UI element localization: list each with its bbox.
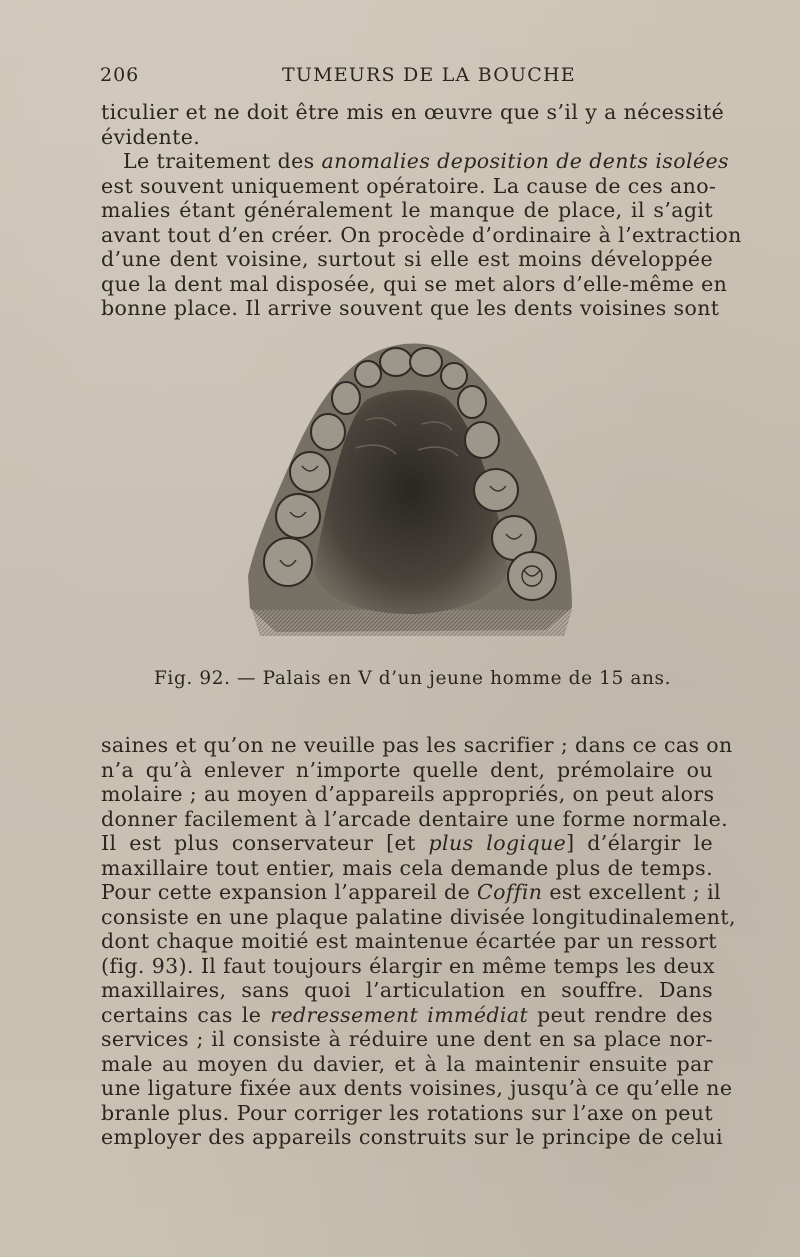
text-line: d’une dent voisine, surtout si elle est moins développée [101, 247, 713, 271]
text-line: molaire ; au moyen d’appareils appropriés, on peut alors [101, 782, 715, 806]
text-span: est excellent ; il [542, 880, 721, 904]
page-number: 206 [100, 64, 140, 86]
text-line: est souvent uniquement opératoire. La cause de ces ano- [101, 173, 717, 198]
text-span: Il est plus conservateur [et [101, 831, 429, 855]
running-head [100, 64, 712, 92]
text-line: une ligature fixée aux dents voisines, jusqu’à ce qu’elle ne [101, 1076, 733, 1100]
text-span: certains cas le [101, 1002, 271, 1027]
text-line: dont chaque moitié est maintenue écartée par un ressort [101, 929, 717, 953]
italic-term: redressement immédiat [270, 1002, 529, 1027]
running-title: TUMEURS DE LA BOUCHE [282, 64, 576, 86]
text-line: saines et qu’on ne veuille pas les sacrifier ; dans ce cas on [101, 733, 733, 757]
text-line: branle plus. Pour corriger les rotations sur l’axe on peut [101, 1100, 713, 1125]
figure-caption: Fig. 92. — Palais en V d’un jeune homme de 15 ans. [154, 668, 672, 689]
bottom-paragraph [101, 733, 736, 1150]
text-span: peut rendre des [528, 1002, 713, 1027]
text-line: n’a qu’à enlever n’importe quelle dent, prémolaire ou [101, 757, 713, 782]
text-line: avant tout d’en créer. On procède d’ordinaire à l’extraction [101, 222, 742, 247]
text-line: malies étant généralement le manque de place, il s’agit [101, 198, 713, 222]
italic-term: anomalies deposition de dents isolées [321, 149, 729, 173]
text-line: consiste en une plaque palatine divisée longitudinalement, [101, 904, 736, 929]
text-line: que la dent mal disposée, qui se met alors d’elle-même en [101, 271, 728, 296]
text-line: services ; il consiste à réduire une dent en sa place nor- [101, 1027, 713, 1051]
text-span: ] d’élargir le [566, 831, 713, 855]
text-line [101, 831, 713, 856]
text-span: Pour cette expansion l’appareil de [101, 880, 478, 904]
top-paragraph [101, 100, 742, 321]
text-line: employer des appareils construits sur le principe de celui [101, 1125, 723, 1149]
palate-illustration [246, 340, 576, 640]
text-line: évidente. [101, 124, 201, 149]
text-line: donner facilement à l’arcade dentaire une forme normale. [101, 806, 729, 831]
italic-term: plus logique [428, 831, 567, 855]
text-line: male au moyen du davier, et à la maintenir ensuite par [101, 1051, 713, 1076]
italic-term: Coffin [477, 880, 543, 904]
text-line: (fig. 93). Il faut toujours élargir en même temps les deux [101, 953, 715, 978]
text-line: maxillaire tout entier, mais cela demande plus de temps. [101, 855, 713, 880]
text-line [101, 880, 721, 905]
text-line: bonne place. Il arrive souvent que les dents voisines sont [101, 296, 720, 320]
text-line: maxillaires, sans quoi l’articulation en souffre. Dans [101, 978, 713, 1002]
text-line [101, 1003, 713, 1028]
text-line: ticulier et ne doit être mis en œuvre que s’il y a nécessité [101, 100, 725, 124]
text-line [101, 149, 729, 174]
text-span: Le traitement des [123, 149, 322, 173]
